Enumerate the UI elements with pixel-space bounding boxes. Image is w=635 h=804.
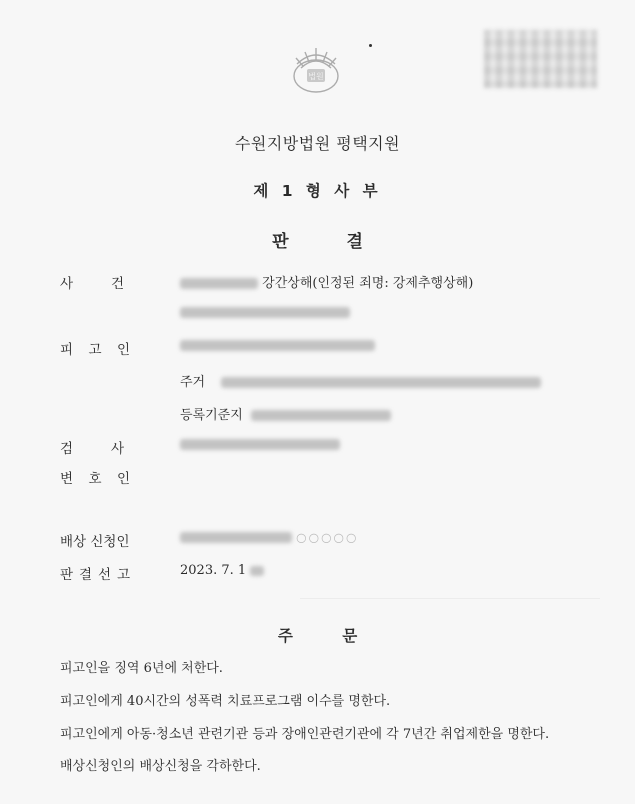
defendant-label: 피 고 인 (60, 342, 130, 358)
case-label: 사 건 (60, 276, 124, 292)
claimant-label: 배상 신청인 (60, 534, 130, 550)
ruling-item: 피고인에게 40시간의 성폭력 치료프로그램 이수를 명한다. (60, 694, 391, 709)
case-charge: 강간상해(인정된 죄명: 강제추행상해) (262, 276, 474, 291)
claimant-value (180, 530, 359, 545)
ruling-item: 피고인을 징역 6년에 처한다. (60, 661, 223, 676)
registry-label: 등록기준지 (180, 408, 243, 423)
defendant-name (180, 338, 375, 353)
ink-dot (369, 44, 372, 47)
qr-code-icon (484, 30, 597, 88)
redacted-case-number (180, 278, 258, 289)
ruling-title: 주 문 (277, 627, 358, 645)
redacted-address (221, 377, 541, 388)
ruling-item: 배상신청인의 배상신청을 각하한다. (60, 759, 261, 774)
ruling-item: 피고인에게 아동·청소년 관련기관 등과 장애인관련기관에 각 7년간 취업제한을 명한다. (60, 727, 550, 742)
court-emblem-icon (285, 42, 347, 102)
address-label: 주거 (180, 375, 206, 390)
division-name: 제 1 형 사 부 (253, 182, 382, 200)
redacted-defendant-info (180, 340, 375, 351)
defendant-registry (180, 404, 391, 423)
redacted-day (250, 566, 264, 576)
redacted-registry (251, 410, 391, 421)
claimant-circles: ○○○○○ (296, 530, 359, 545)
document-title: 판 결 (272, 232, 363, 252)
redacted-claimant (180, 532, 292, 543)
divider (300, 598, 600, 599)
sentence-date-value: 2023. 7. 1 (180, 563, 264, 578)
redacted-related-case (180, 307, 350, 318)
prosecutor-value (180, 437, 340, 452)
emblem-text: 법원 (308, 72, 324, 81)
case-value (180, 272, 473, 291)
court-name: 수원지방법원 평택지원 (234, 134, 401, 153)
sentence-date-label: 판 결 선 고 (60, 567, 130, 583)
prosecutor-label: 검 사 (60, 441, 124, 457)
defendant-address (180, 371, 541, 390)
redacted-prosecutor (180, 439, 340, 450)
related-case (180, 305, 350, 320)
lawyer-label: 변 호 인 (60, 471, 130, 487)
